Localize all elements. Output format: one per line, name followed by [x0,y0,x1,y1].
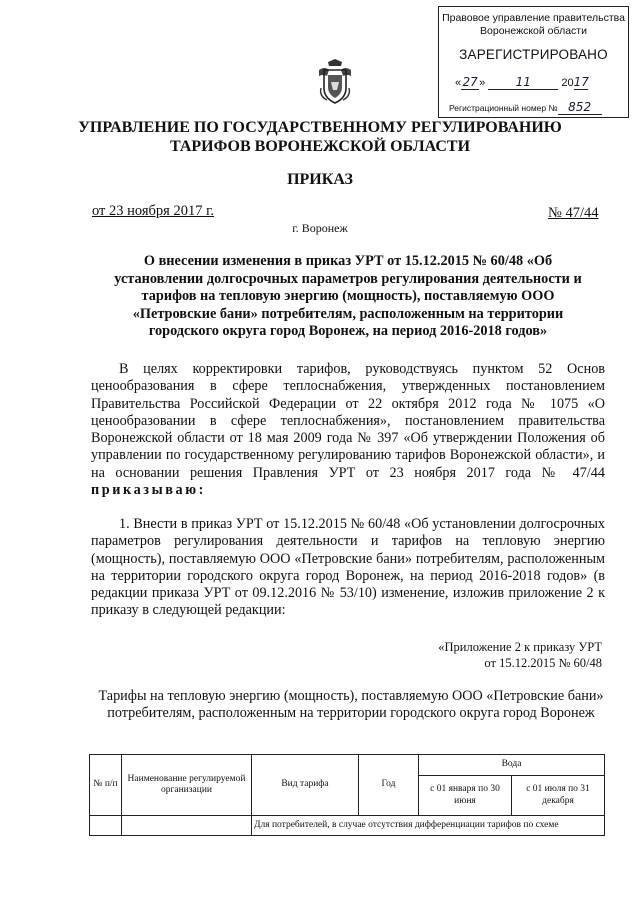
document-title: О внесении изменения в приказ УРТ от 15.12.2015 № 60/48 «Об установлении долгосрочных параметров регулирования деятельности и тарифов на тепловую энергию (мощность), поставляемую ООО «Петровские бани» потребителям, расположенным на территории городского округа город Воронеж, на период 2016-2018 годов» [114,253,582,340]
stamp-date-year-prefix: 20 [561,77,574,89]
document-number: № 47/44 [548,205,599,221]
stamp-reg-value: 852 [558,100,602,115]
header-cell-kind: Вид тарифа [252,755,359,816]
item-1-paragraph: 1. Внести в приказ УРТ от 15.12.2015 № 60/48 «Об установлении долгосрочных параметров регулирования деятельности и тарифов на тепловую энергию (мощность), поставляемую ООО «Петровские бани» потребителям, расположенным на территории городского округа город Воронеж, на период 2016-2018 годов» (в редакции приказа УРТ от 09.12.2016 № 53/10) изменение, изложив приложение 2 к приказу в следующей редакции: [91,516,605,619]
tariff-table [89,754,605,836]
stamp-date-year-suffix: 17 [573,75,589,89]
stamp-date-open: « [455,77,462,89]
header-cell-water: Вода [419,755,605,776]
stamp-date-day: 27 [462,75,478,89]
registration-stamp [438,6,629,118]
header-cell-year: Год [359,755,419,816]
stamp-date [455,75,588,90]
issuing-organization [0,118,640,156]
preamble-paragraph [91,361,605,499]
preamble-text: В целях корректировки тарифов, руководствуясь пунктом 52 Основ ценообразования в сфере теплоснабжения, утвержденных постановлением Правительства Российской Федерации от 22 октября 2012 года № 1075 «О ценообразовании в сфере теплоснабжения», постановлением правительства Воронежской области от 18 мая 2009 года № 397 «Об утверждении Положения об управлении по государственному регулированию тарифов Воронежской области», и на основании решения Правления УРТ от 23 ноября 2017 года № 47/44 [91,361,605,481]
stamp-reg-number [449,100,602,115]
stamp-registered: ЗАРЕГИСТРИРОВАНО [459,47,608,62]
document-date: от 23 ноября 2017 г. [92,203,215,219]
appendix-line-1: «Приложение 2 к приказу УРТ [438,640,602,654]
stamp-date-month: 11 [488,75,558,90]
org-line-1: УПРАВЛЕНИЕ ПО ГОСУДАРСТВЕННОМУ РЕГУЛИРОВАНИЮ [78,119,562,136]
header-cell-h1: с 01 января по 30 июня [419,776,512,816]
tariff-table-title: Тарифы на тепловую энергию (мощность), поставляемую ООО «Петровские бани» потребителям, расположенным на территории городского округа город Воронеж [98,688,604,721]
document-city: г. Воронеж [292,221,348,235]
stamp-org-line1: Правовое управление правительства [442,12,625,24]
stamp-reg-label: Регистрационный номер № [449,103,558,113]
appendix-line-2: от 15.12.2015 № 60/48 [484,655,602,670]
document-type: ПРИКАЗ [287,171,353,188]
table-cell-empty [90,816,122,836]
stamp-org [439,12,628,38]
appendix-reference [380,640,602,671]
table-cell-empty [122,816,252,836]
header-cell-h2: с 01 июля по 31 декабря [512,776,605,816]
org-line-2: ТАРИФОВ ВОРОНЕЖСКОЙ ОБЛАСТИ [169,138,471,155]
header-cell-org: Наименование регулируемой организации [122,755,252,816]
stamp-org-line2: Воронежской области [480,25,587,37]
stamp-date-mid: » [479,77,486,89]
coat-of-arms-icon [315,58,355,106]
header-cell-num: № п/п [90,755,122,816]
order-word: приказываю: [91,482,206,499]
table-row-note: Для потребителей, в случае отсутствия дифференциации тарифов по схеме [252,816,605,836]
